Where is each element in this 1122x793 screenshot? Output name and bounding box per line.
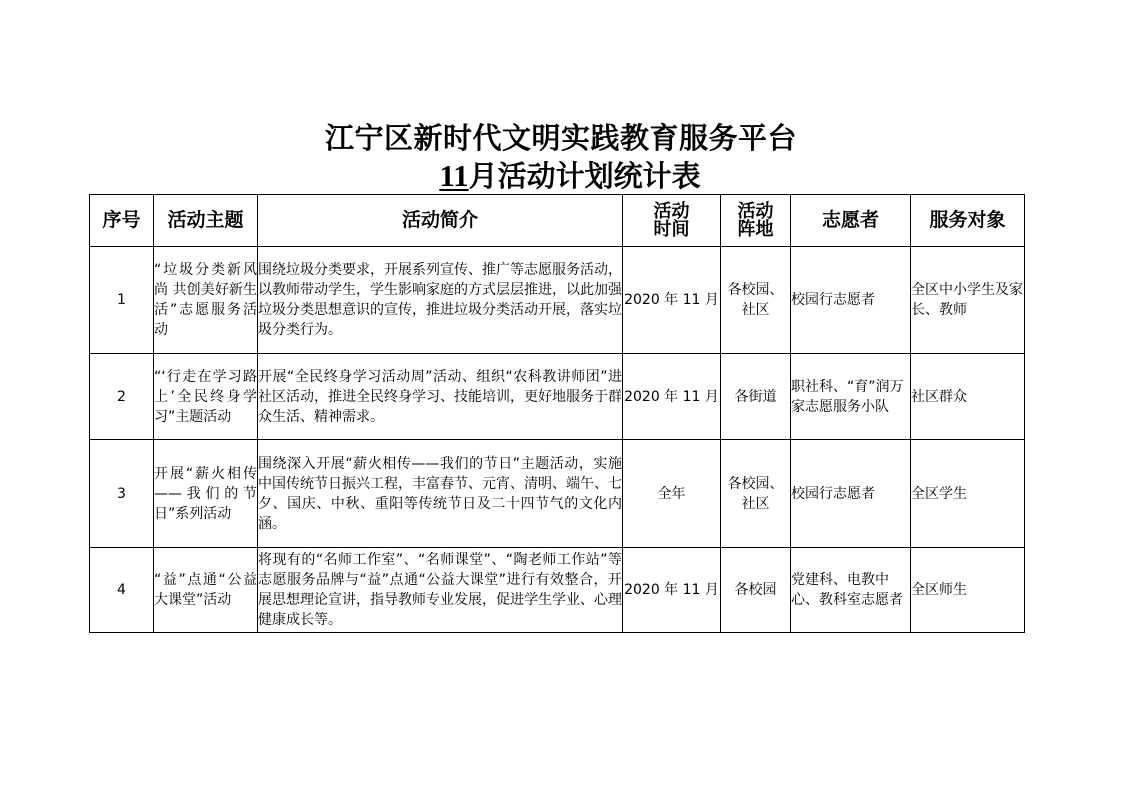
cell-place: 各校园、社区 bbox=[721, 247, 791, 354]
cell-place: 各校园、社区 bbox=[721, 440, 791, 548]
header-place-line-2: 阵地 bbox=[737, 218, 774, 240]
table-row bbox=[90, 354, 1025, 440]
header-time-line-2: 时间 bbox=[653, 218, 690, 240]
cell-no: 1 bbox=[90, 247, 154, 354]
cell-description: 围绕深入开展“薪火相传——我们的节日”主题活动，实施中国传统节日振兴工程，丰富春节、元宵、清明、端午、七夕、国庆、中秋、重阳等传统节日及二十四节气的文化内涵。 bbox=[258, 440, 623, 548]
cell-volunteers: 党建科、电教中心、教科室志愿者 bbox=[791, 548, 911, 633]
table-row bbox=[90, 440, 1025, 548]
cell-description: 围绕垃圾分类要求，开展系列宣传、推广等志愿服务活动，以教师带动学生，学生影响家庭的方式层层推进，以此加强垃圾分类思想意识的宣传，推进垃圾分类活动开展，落实垃圾分类行为。 bbox=[258, 247, 623, 354]
cell-time: 2020 年 11 月 bbox=[623, 354, 721, 440]
cell-volunteers: 职社科、“育”润万家志愿服务小队 bbox=[791, 354, 911, 440]
cell-description: 将现有的“名师工作室”、“名师课堂”、“陶老师工作站”等志愿服务品牌与“益”点通“公益大课堂”进行有效整合，开展思想理论宣讲，指导教师专业发展，促进学生学业、心理健康成长等。 bbox=[258, 548, 623, 633]
cell-target: 全区中小学生及家长、教师 bbox=[911, 247, 1025, 354]
table-row bbox=[90, 548, 1025, 633]
cell-description: 开展“全民终身学习活动周”活动、组织“农科教讲师团”进社区活动，推进全民终身学习、技能培训，更好地服务于群众生活、精神需求。 bbox=[258, 354, 623, 440]
cell-time: 2020 年 11 月 bbox=[623, 548, 721, 633]
document-title bbox=[0, 120, 1122, 194]
cell-target: 全区师生 bbox=[911, 548, 1025, 633]
header-no: 序号 bbox=[90, 195, 154, 247]
title-line-2-text: 月活动计划统计表 bbox=[468, 159, 701, 193]
cell-volunteers: 校园行志愿者 bbox=[791, 440, 911, 548]
cell-theme: “益”点通“公益大课堂”活动 bbox=[154, 548, 258, 633]
cell-time: 全年 bbox=[623, 440, 721, 548]
header-place bbox=[721, 195, 791, 247]
table-row bbox=[90, 247, 1025, 354]
title-line-2 bbox=[0, 158, 1122, 194]
cell-no: 2 bbox=[90, 354, 154, 440]
cell-target: 社区群众 bbox=[911, 354, 1025, 440]
cell-place: 各街道 bbox=[721, 354, 791, 440]
title-month-number: 11 bbox=[439, 158, 469, 193]
cell-volunteers: 校园行志愿者 bbox=[791, 247, 911, 354]
cell-theme: 开展“薪火相传——我们的节日”系列活动 bbox=[154, 440, 258, 548]
cell-theme: “垃圾分类新风尚 共创美好新生活”志愿服务活动 bbox=[154, 247, 258, 354]
cell-no: 4 bbox=[90, 548, 154, 633]
cell-time: 2020 年 11 月 bbox=[623, 247, 721, 354]
cell-theme: “‘行走在学习路上’全民终身学习”主题活动 bbox=[154, 354, 258, 440]
header-time bbox=[623, 195, 721, 247]
header-theme: 活动主题 bbox=[154, 195, 258, 247]
title-line-1: 江宁区新时代文明实践教育服务平台 bbox=[324, 121, 797, 155]
header-description: 活动简介 bbox=[258, 195, 623, 247]
table-header-row bbox=[90, 195, 1025, 247]
header-place-line-1: 活动 bbox=[737, 200, 774, 222]
cell-no: 3 bbox=[90, 440, 154, 548]
cell-place: 各校园 bbox=[721, 548, 791, 633]
cell-target: 全区学生 bbox=[911, 440, 1025, 548]
activity-plan-table bbox=[89, 194, 1025, 633]
header-target: 服务对象 bbox=[911, 195, 1025, 247]
header-volunteers: 志愿者 bbox=[791, 195, 911, 247]
header-time-line-1: 活动 bbox=[653, 200, 690, 222]
